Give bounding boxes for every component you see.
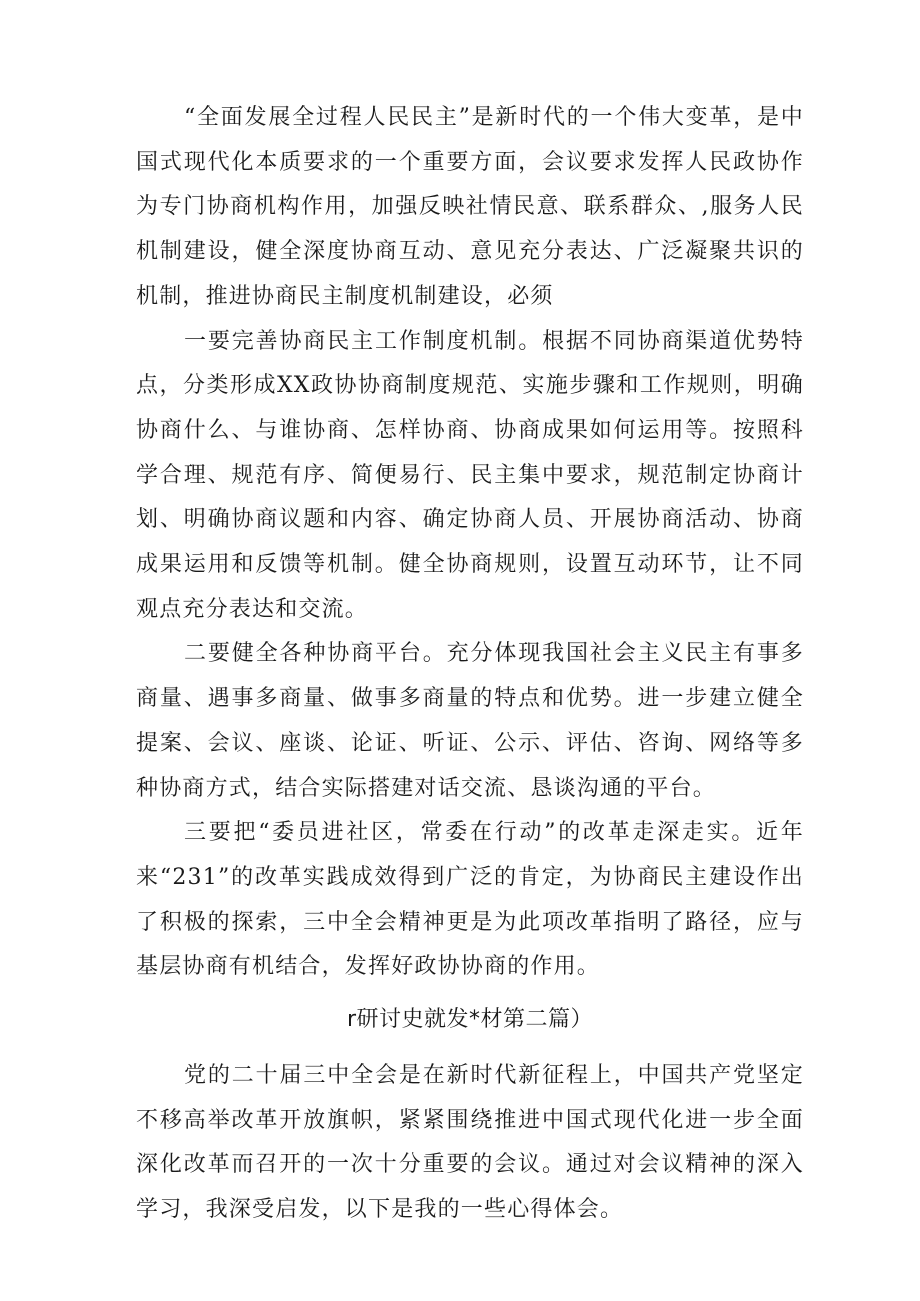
paragraph-section-two: 党的二十届三中全会是在新时代新征程上，中国共产党坚定不移高举改革开放旗帜，紧紧围绕推进中国式现代化进一步全面深化改革而召开的一次十分重要的会议。通过对会议精神的深入学习，我深受启发，以下是我的一些心得体会。: [136, 1063, 804, 1223]
paragraph-point-three: 三要把“委员进社区，常委在行动”的改革走深走实。近年来“231”的改革实践成效得到广泛的肯定，为协商民主建设作出了积极的探索，三中全会精神更是为此项改革指明了路径，应与基层协商有机结合，发挥好政协协商的作用。: [136, 820, 804, 980]
paragraph-point-one: 一要完善协商民主工作制度机制。根据不同协商渠道优势特点，分类形成XX政协协商制度规范、实施步骤和工作规则，明确协商什么、与谁协商、怎样协商、协商成果如何运用等。按照科学合理、规范有序、简便易行、民主集中要求，规范制定协商计划、明确协商议题和内容、确定协商人员、开展协商活动、协商成果运用和反馈等机制。健全协商规则，设置互动环节，让不同观点充分表达和交流。: [136, 328, 804, 622]
paragraph-intro: “全面发展全过程人民民主”是新时代的一个伟大变革，是中国式现代化本质要求的一个重要方面，会议要求发挥人民政协作为专门协商机构作用，加强反映社情民意、联系群众、,服务人民机制建设，健全深度协商互动、意见充分表达、广泛凝聚共识的机制，推进协商民主制度机制建设，必须: [136, 105, 804, 309]
section-heading: r研讨史就发*材第二篇）: [346, 1007, 594, 1033]
document-page: [136, 96, 804, 1233]
paragraph-point-two: 二要健全各种协商平台。充分体现我国社会主义民主有事多商量、遇事多商量、做事多商量的特点和优势。进一步建立健全提案、会议、座谈、论证、听证、公示、评估、咨询、网络等多种协商方式，结合实际搭建对话交流、恳谈沟通的平台。: [136, 641, 804, 801]
